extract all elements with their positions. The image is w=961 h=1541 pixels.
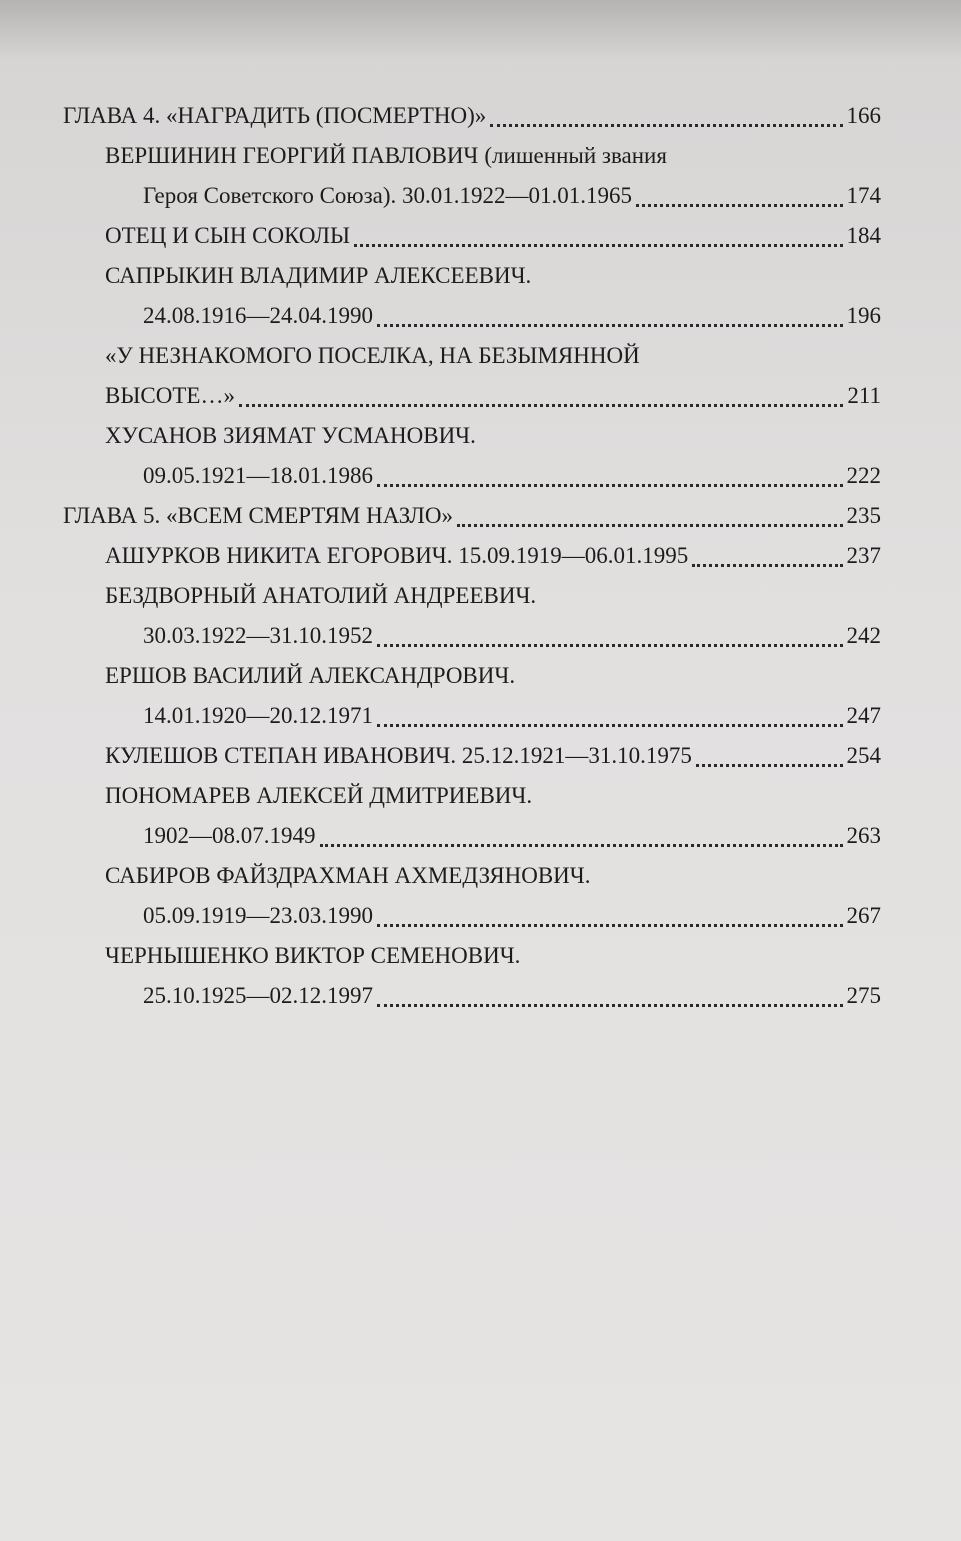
toc-entry xyxy=(63,856,881,896)
toc-entry-page: 211 xyxy=(847,383,881,408)
toc-entry-title: 05.09.1919—23.03.1990 xyxy=(143,903,373,928)
toc-entry-title: АШУРКОВ НИКИТА ЕГОРОВИЧ. 15.09.1919—06.01.1995 xyxy=(105,543,689,568)
toc-entry xyxy=(63,576,881,616)
page-top-shadow xyxy=(0,0,961,60)
toc-entry-title: САБИРОВ ФАЙЗДРАХМАН АХМЕДЗЯНОВИЧ. xyxy=(105,863,591,888)
toc-entry-page: 247 xyxy=(846,703,881,728)
toc-entry-page: 184 xyxy=(846,223,881,248)
toc-entry-page: 222 xyxy=(846,463,881,488)
toc-entry-page: 275 xyxy=(846,983,881,1008)
toc-entry-title: ПОНОМАРЕВ АЛЕКСЕЙ ДМИТРИЕВИЧ. xyxy=(105,783,533,808)
toc-dot-leader xyxy=(377,1004,843,1007)
toc-entry-title: ГЛАВА 5. «ВСЕМ СМЕРТЯМ НАЗЛО» xyxy=(63,503,453,528)
toc-dot-leader xyxy=(320,844,843,847)
toc-dot-leader xyxy=(696,764,843,767)
toc-entry-title: 30.03.1922—31.10.1952 xyxy=(143,623,373,648)
toc-entry-title: «У НЕЗНАКОМОГО ПОСЕЛКА, НА БЕЗЫМЯННОЙ xyxy=(105,343,640,368)
toc-entry-title: 09.05.1921—18.01.1986 xyxy=(143,463,373,488)
toc-entry-title: 1902—08.07.1949 xyxy=(143,823,316,848)
toc-entry-note: (лишенный звания xyxy=(484,143,667,168)
toc-entry-title: 24.08.1916—24.04.1990 xyxy=(143,303,373,328)
toc-entry xyxy=(63,176,881,216)
toc-entry xyxy=(63,896,881,936)
toc-entry-title: ВЕРШИНИН ГЕОРГИЙ ПАВЛОВИЧ xyxy=(105,143,479,168)
toc-entry xyxy=(63,656,881,696)
toc-entry-title: Героя Советского Союза). 30.01.1922—01.01.1965 xyxy=(143,183,633,208)
toc-entry xyxy=(63,776,881,816)
toc-entry-title: ЕРШОВ ВАСИЛИЙ АЛЕКСАНДРОВИЧ. xyxy=(105,663,516,688)
toc-entry xyxy=(63,456,881,496)
toc-entry xyxy=(63,296,881,336)
toc-dot-leader xyxy=(377,484,843,487)
table-of-contents xyxy=(63,96,881,1016)
toc-entry-page: 237 xyxy=(846,543,881,568)
toc-entry-page: 174 xyxy=(846,183,881,208)
toc-entry xyxy=(63,336,881,376)
toc-entry-title: КУЛЕШОВ СТЕПАН ИВАНОВИЧ. 25.12.1921—31.10.1975 xyxy=(105,743,692,768)
toc-dot-leader xyxy=(377,324,843,327)
toc-entry-page: 196 xyxy=(846,303,881,328)
toc-entry-title: БЕЗДВОРНЫЙ АНАТОЛИЙ АНДРЕЕВИЧ. xyxy=(105,583,537,608)
toc-dot-leader xyxy=(239,404,843,407)
toc-dot-leader xyxy=(636,204,842,207)
toc-entry xyxy=(63,976,881,1016)
toc-entry-title: ЧЕРНЫШЕНКО ВИКТОР СЕМЕНОВИЧ. xyxy=(105,943,521,968)
toc-entry-title: 14.01.1920—20.12.1971 xyxy=(143,703,373,728)
toc-entry-page: 235 xyxy=(846,503,881,528)
toc-entry-page: 166 xyxy=(846,103,881,128)
toc-dot-leader xyxy=(377,924,843,927)
toc-entry-title: ГЛАВА 4. «НАГРАДИТЬ (ПОСМЕРТНО)» xyxy=(63,103,487,128)
toc-dot-leader xyxy=(354,244,842,247)
toc-entry-title: ОТЕЦ И СЫН СОКОЛЫ xyxy=(105,223,351,248)
toc-entry-title: ВЫСОТЕ…» xyxy=(105,383,235,408)
toc-entry xyxy=(63,376,881,416)
toc-entry xyxy=(63,736,881,776)
toc-entry-title: ХУСАНОВ ЗИЯМАТ УСМАНОВИЧ. xyxy=(105,423,476,448)
toc-dot-leader xyxy=(457,524,843,527)
toc-entry xyxy=(63,416,881,456)
toc-entry xyxy=(63,536,881,576)
toc-entry xyxy=(63,496,881,536)
toc-entry xyxy=(63,696,881,736)
toc-dot-leader xyxy=(377,644,843,647)
toc-entry xyxy=(63,256,881,296)
toc-entry-title: 25.10.1925—02.12.1997 xyxy=(143,983,373,1008)
toc-entry xyxy=(63,96,881,136)
toc-entry xyxy=(63,936,881,976)
toc-entry-page: 263 xyxy=(846,823,881,848)
toc-entry-page: 242 xyxy=(846,623,881,648)
toc-entry xyxy=(63,136,881,176)
toc-entry xyxy=(63,216,881,256)
toc-entry xyxy=(63,816,881,856)
toc-entry xyxy=(63,616,881,656)
toc-entry-page: 254 xyxy=(846,743,881,768)
toc-dot-leader xyxy=(490,124,842,127)
toc-dot-leader xyxy=(692,564,842,567)
toc-dot-leader xyxy=(377,724,843,727)
toc-entry-page: 267 xyxy=(846,903,881,928)
toc-entry-title: САПРЫКИН ВЛАДИМИР АЛЕКСЕЕВИЧ. xyxy=(105,263,532,288)
